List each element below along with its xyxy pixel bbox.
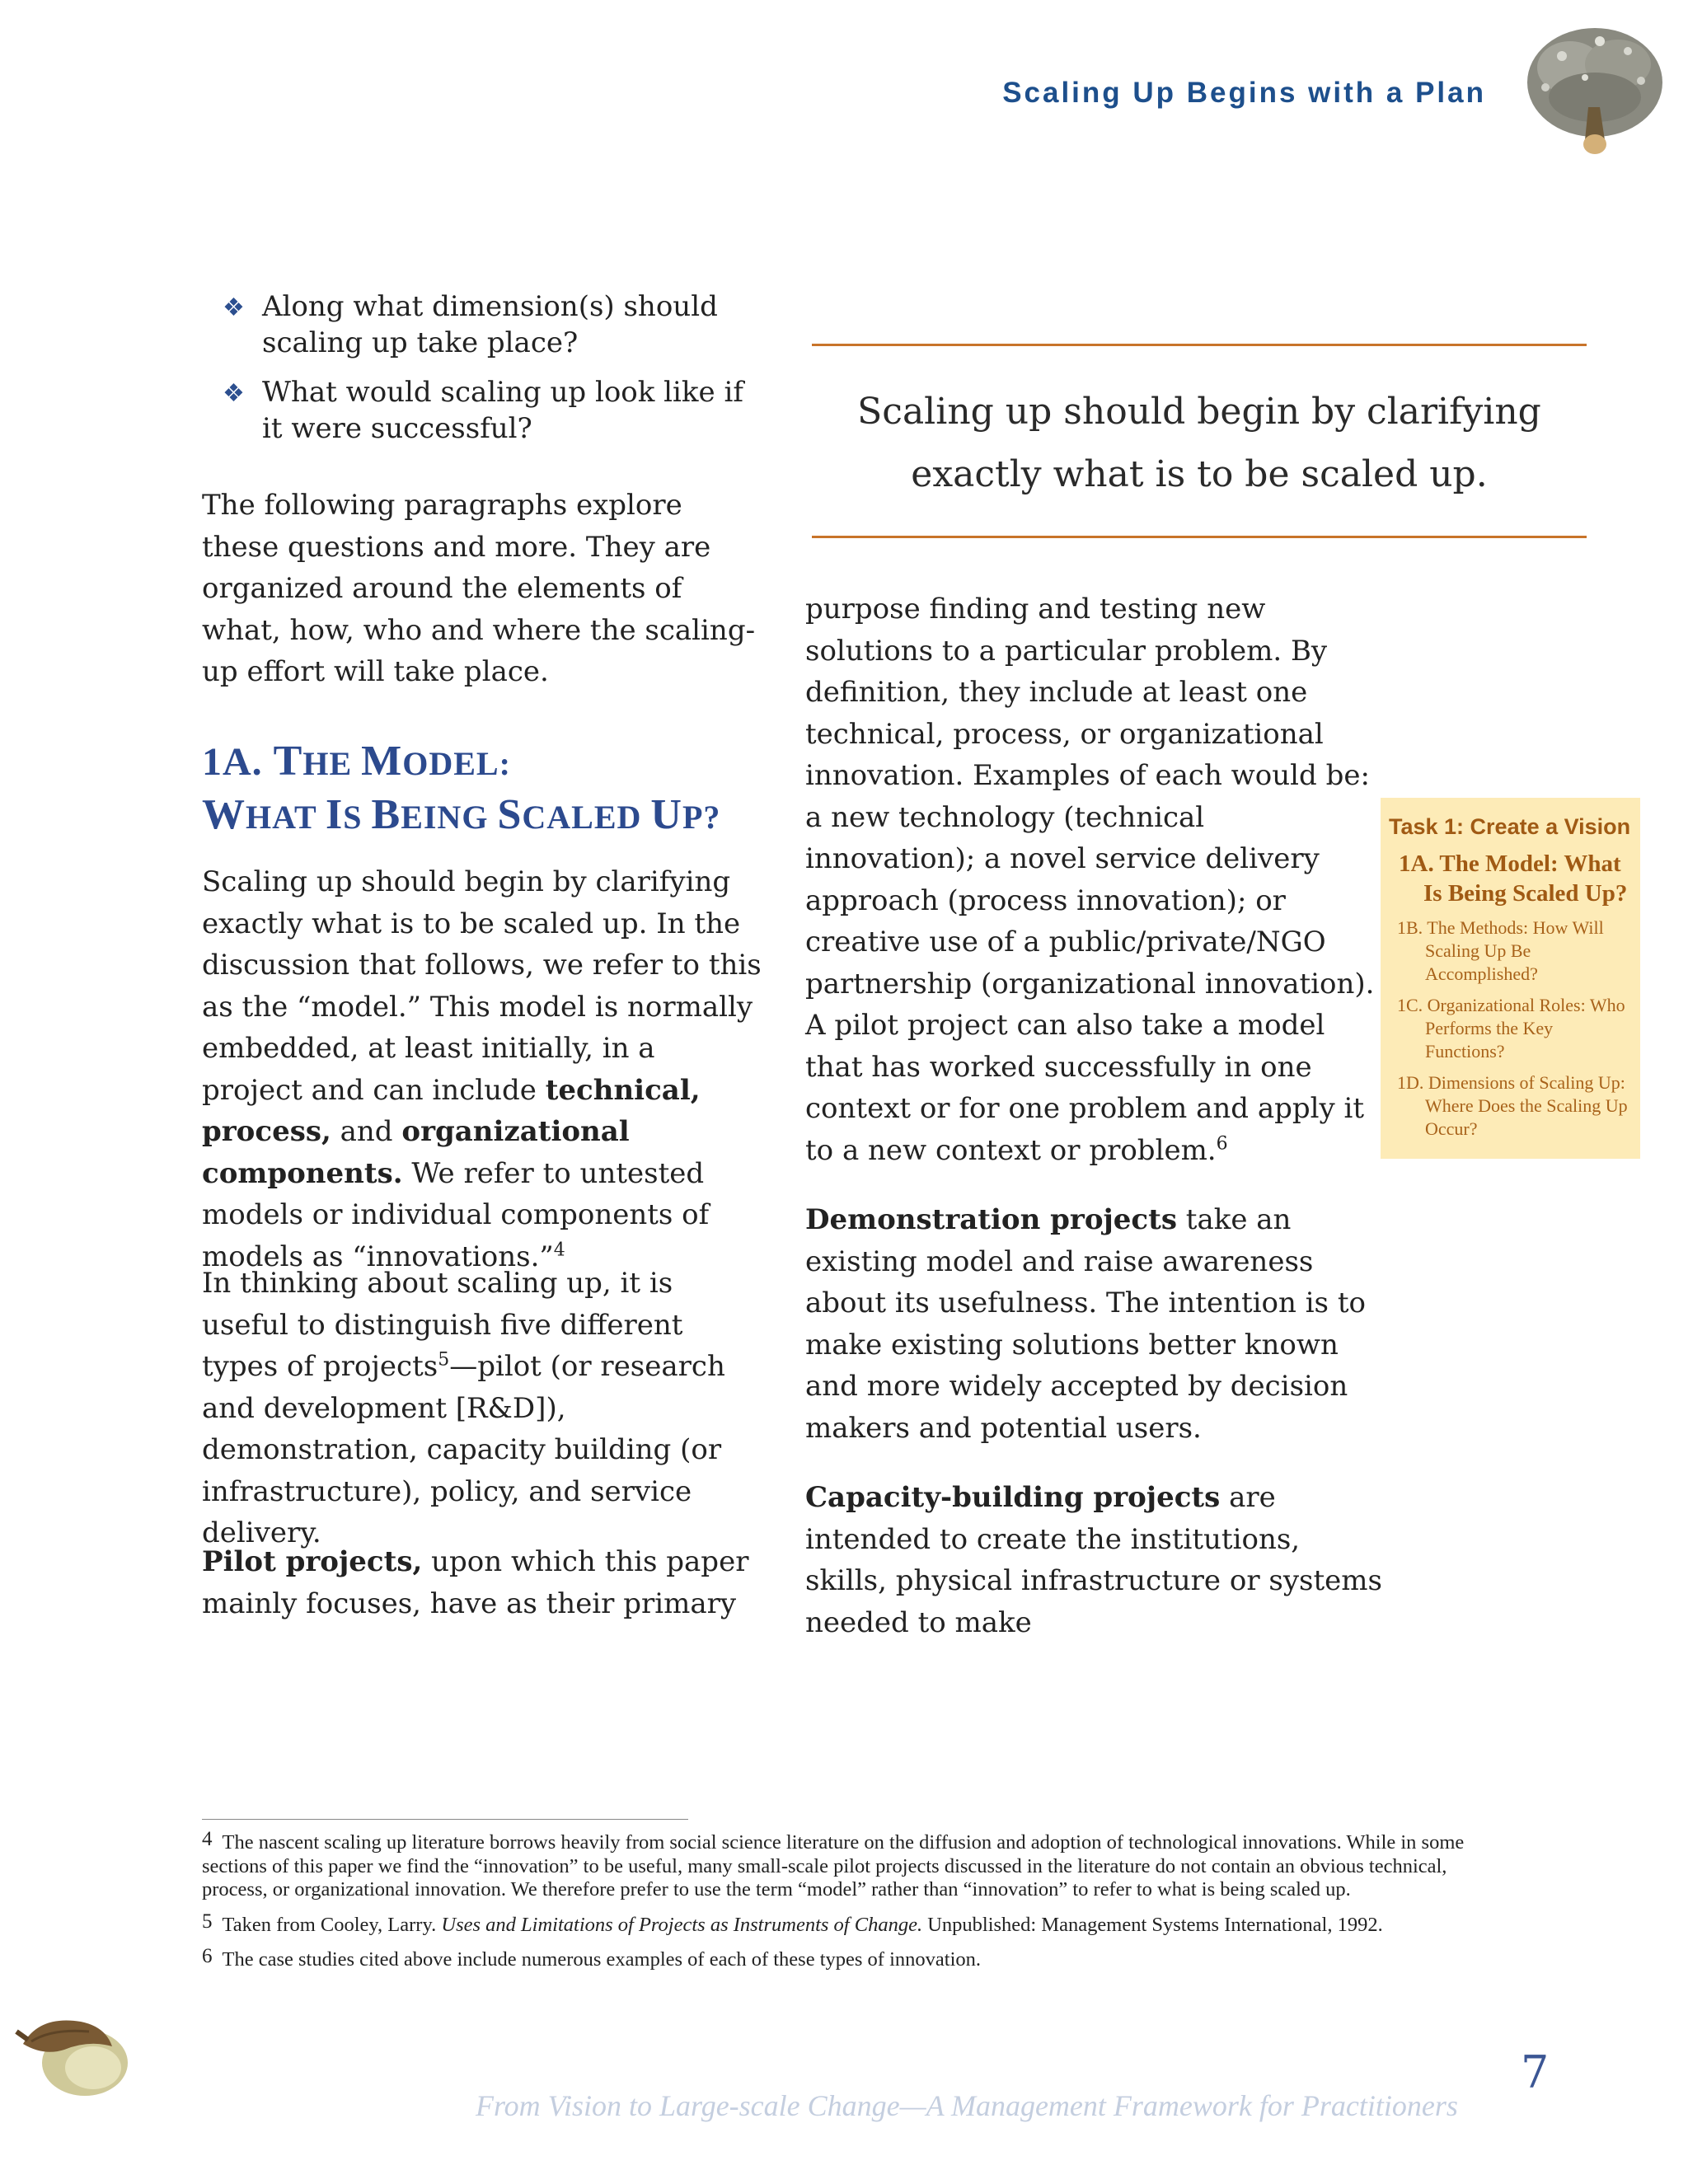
demonstration-projects-paragraph: Demonstration projects take an existing model and raise awareness about its usefulness. The intention is to make existing solutions better known and more widely accepted by decision makers and potential users. <box>805 1203 1366 1445</box>
pilot-projects-paragraph: Pilot projects, upon which this paper mainly focuses, have as their primary <box>202 1545 749 1620</box>
task-item: 1B. The Methods: How Will Scaling Up Be Accomplished? <box>1397 917 1604 984</box>
task-item: 1C. Organizational Roles: Who Performs the Key Functions? <box>1397 995 1625 1062</box>
running-footer: From Vision to Large-scale Change—A Management Framework for Practitioners <box>476 2089 1458 2122</box>
footnotes <box>202 1828 1479 1980</box>
footnote: 6 The case studies cited above include numerous examples of each of these types of innovation. <box>202 1945 981 1971</box>
footnote: 4 The nascent scaling up literature borrows heavily from social science literature on the diffusion and adoption of technological innovations. While in some sections of this paper we find the “innovation” to be useful, many small-scale pilot projects discussed in the literature do not contain an obvious technical, process, or organizational innovation. We therefore prefer to use the term “model” rather than “innovation” to refer to what is being scaled up. <box>202 1828 1465 1900</box>
diamond-bullet-icon: ❖ <box>223 293 245 322</box>
intro-paragraph: The following paragraphs explore these questions and more. They are organized around the elements of what, how, who and where the scaling-up effort will take place. <box>202 489 756 688</box>
task-current-item: 1A. The Model: What Is Being Scaled Up? <box>1399 851 1628 907</box>
footnote-divider <box>202 1819 688 1820</box>
task-item: 1D. Dimensions of Scaling Up: Where Does the Scaling Up Occur? <box>1397 1072 1628 1139</box>
task-sidebar <box>1381 798 1640 1159</box>
section-heading: 1A. THE MODEL: WHAT IS BEING SCALED UP? <box>202 738 721 838</box>
list-item: ❖ What would scaling up look like if it were successful? <box>223 376 743 445</box>
pilot-purpose-paragraph: purpose finding and testing new solutions to a particular problem. By definition, they include at least one technical, process, or organizational innovation. Examples of each would be: a new technology (technical innovation); a novel service delivery approach (process innovation); or creative use of a public/private/NGO partnership (organizational innovation). A pilot project can also take a model that has worked successfully in one context or for one problem and apply it to a new context or problem.$^6$ <box>805 593 1375 1167</box>
task-title: Task 1: Create a Vision <box>1389 814 1631 839</box>
diamond-bullet-icon: ❖ <box>223 379 245 408</box>
running-header: Scaling Up Begins with a Plan <box>1002 77 1486 109</box>
list-item: ❖ Along what dimension(s) should scaling up take place? <box>223 290 718 359</box>
capacity-building-paragraph: Capacity-building projects are intended to create the institutions, skills, physical infrastructure or systems needed to make <box>805 1481 1382 1639</box>
pull-quote: Scaling up should begin by clarifying exactly what is to be scaled up. <box>812 344 1587 538</box>
acorn-icon <box>7 1999 138 2097</box>
question-list <box>223 288 767 460</box>
footnote: 5 Taken from Cooley, Larry. Uses and Limitations of Projects as Instruments of Change. Unpublished: Management Systems International, 1992. <box>202 1910 1383 1936</box>
oak-tree-logo <box>1521 16 1669 157</box>
model-paragraph: Scaling up should begin by clarifying exactly what is to be scaled up. In the discussion that follows, we refer to this as the “model.” This model is normally embedded, at least initially, in a project and can include technical, process, and organizational components. We refer to untested models or individual components of models as “innovations.”$^4$ <box>202 865 762 1273</box>
page-number: 7 <box>1521 2046 1550 2098</box>
project-types-paragraph: In thinking about scaling up, it is useful to distinguish five different types of projects$^5$—pilot (or research and development [R&D]), demonstration, capacity building (or infrastructure), policy, and service delivery. <box>202 1267 725 1549</box>
